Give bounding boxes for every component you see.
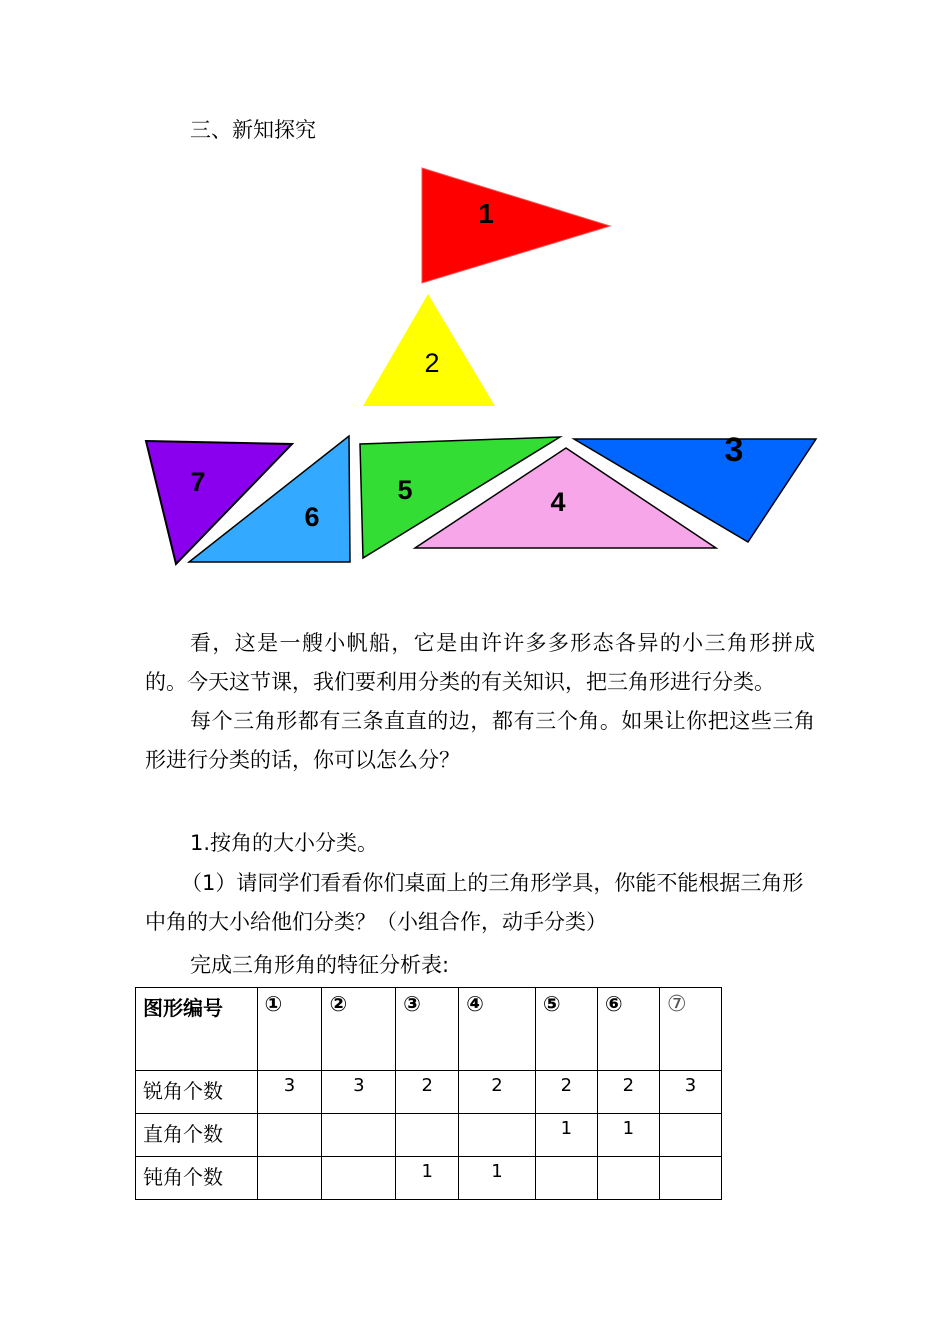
triangle-6-label: 6 — [304, 502, 320, 532]
table-cell — [322, 1157, 396, 1200]
table-cell: 1 — [597, 1114, 659, 1157]
table-caption: 完成三角形角的特征分析表: — [190, 953, 450, 977]
intro-paragraphs — [145, 624, 815, 780]
triangle-5-label: 5 — [397, 475, 413, 505]
table-cell — [257, 1114, 322, 1157]
col-header-1: ① — [257, 988, 322, 1071]
table-cell: 3 — [659, 1071, 721, 1114]
table-row — [136, 1071, 722, 1114]
row-label-right: 直角个数 — [136, 1114, 258, 1157]
section-1-title: 1.按角的大小分类。 — [190, 831, 379, 855]
triangle-1 — [422, 168, 610, 283]
angle-feature-table — [135, 987, 722, 1200]
col-header-5: ⑤ — [535, 988, 597, 1071]
question-1 — [145, 864, 815, 942]
row-label-obtuse: 钝角个数 — [136, 1157, 258, 1200]
table-cell — [659, 1157, 721, 1200]
table-header-row — [136, 988, 722, 1071]
col-header-7: ⑦ — [659, 988, 721, 1071]
table-cell — [396, 1114, 459, 1157]
table-row — [136, 1157, 722, 1200]
table-cell: 2 — [396, 1071, 459, 1114]
table-cell — [659, 1114, 721, 1157]
table-cell — [597, 1157, 659, 1200]
table-cell: 1 — [535, 1114, 597, 1157]
triangle-2-label: 2 — [424, 348, 440, 378]
col-header-2: ② — [322, 988, 396, 1071]
intro-paragraph-1: 看，这是一艘小帆船，它是由许许多多形态各异的小三角形拼成的。今天这节课，我们要利用分类的有关知识，把三角形进行分类。 — [145, 631, 815, 694]
table-cell — [322, 1114, 396, 1157]
table-cell: 2 — [597, 1071, 659, 1114]
intro-paragraph-2: 每个三角形都有三条直直的边，都有三个角。如果让你把这些三角形进行分类的话，你可以怎么分？ — [145, 709, 815, 772]
triangle-2 — [363, 294, 495, 406]
header-label: 图形编号 — [136, 988, 258, 1071]
table-cell: 2 — [535, 1071, 597, 1114]
triangle-4-label: 4 — [550, 487, 566, 517]
triangle-1-shape — [422, 168, 610, 283]
question-1-text: （1）请同学们看看你们桌面上的三角形学具，你能不能根据三角形中角的大小给他们分类？（小组合作，动手分类） — [145, 871, 804, 934]
table-cell: 2 — [459, 1071, 536, 1114]
table-cell: 1 — [459, 1157, 536, 1200]
table-cell: 3 — [257, 1071, 322, 1114]
col-header-4: ④ — [459, 988, 536, 1071]
row-label-acute: 锐角个数 — [136, 1071, 258, 1114]
table-cell: 1 — [396, 1157, 459, 1200]
table-cell: 3 — [322, 1071, 396, 1114]
table-cell — [459, 1114, 536, 1157]
sailboat-tangram-figure — [0, 0, 950, 600]
triangle-1-label: 1 — [478, 198, 494, 229]
table-row — [136, 1114, 722, 1157]
triangle-3-label: 3 — [724, 431, 744, 469]
col-header-6: ⑥ — [597, 988, 659, 1071]
triangle-7-label: 7 — [190, 467, 206, 497]
table-cell — [257, 1157, 322, 1200]
table-cell — [535, 1157, 597, 1200]
section-heading: 三、新知探究 — [190, 118, 316, 142]
col-header-3: ③ — [396, 988, 459, 1071]
